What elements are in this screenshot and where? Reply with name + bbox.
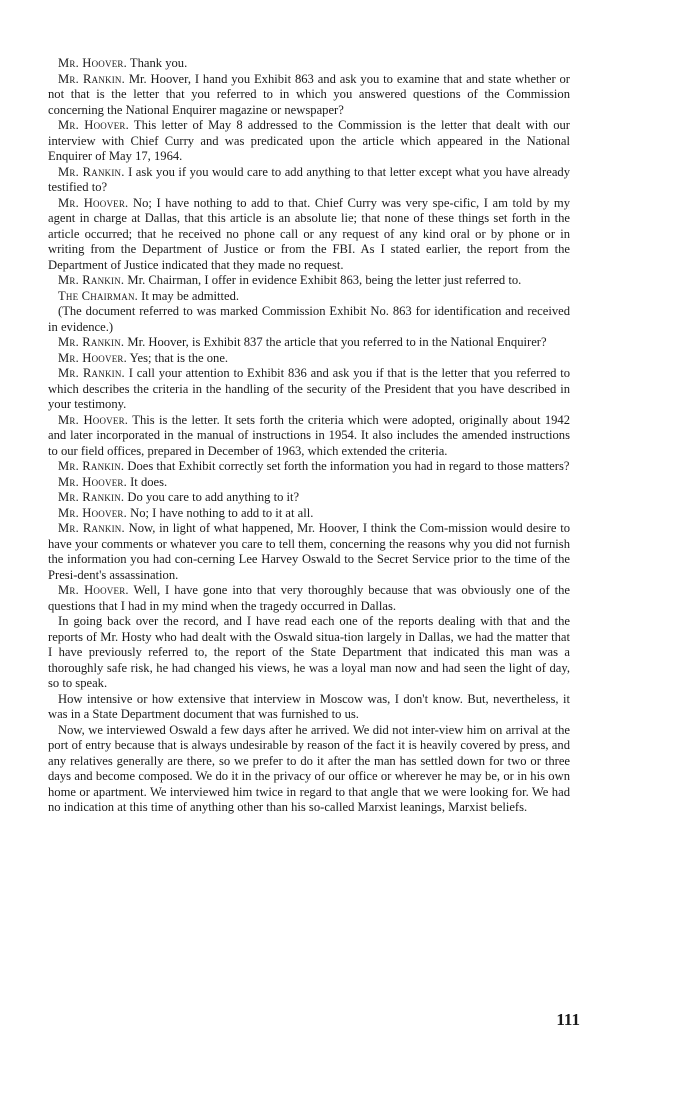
transcript-paragraph (48, 490, 570, 506)
paragraph-text: I call your attention to Exhibit 836 and ask you if that is the letter that you referred to which describes the criteria in the handling of the security of the President that you have described in your testimony. (48, 366, 570, 411)
speaker-name: Mr. Rankin. (58, 164, 125, 179)
speaker-name: Mr. Hoover. (58, 195, 129, 210)
transcript-page (48, 56, 570, 816)
paragraph-text: In going back over the record, and I have read each one of the reports dealing with that and the reports of Mr. Hosty who had dealt with the Oswald situa-tion largely in Dallas, we had the matter that I have previously referred to, the report of the State Department that indicated this man was a thoroughly safe risk, he had changed his views, he was a loyal man now and had seen the light of day, so to speak. (48, 614, 570, 690)
paragraph-text: Yes; that is the one. (129, 350, 229, 365)
transcript-paragraph (48, 614, 570, 692)
speaker-name: Mr. Rankin. (58, 366, 125, 380)
transcript-paragraph (48, 196, 570, 274)
transcript-paragraph (48, 165, 570, 196)
speaker-name: Mr. Hoover. (58, 56, 127, 70)
speaker-name: Mr. Hoover. (58, 118, 129, 132)
paragraph-text: Mr. Chairman, I offer in evidence Exhibit 863, being the letter just referred to. (127, 273, 522, 287)
speaker-name: Mr. Rankin. (58, 71, 125, 86)
paragraph-text: Do you care to add anything to it? (127, 490, 300, 504)
paragraph-text: No; I have nothing to add to that. Chief Curry was very spe-cific, I am told by my agent in charge at Dallas, that this article is an absolute lie; that none of these things set forth in the article occurred; that he received no phone call or any request of any kind oral or by phone or in writing from the Department of Justice or from the FBI. As I stated earlier, the report from the Department of Justice indicated that they made no request. (48, 195, 570, 272)
paragraph-text: How intensive or how extensive that interview in Moscow was, I don't know. But, nevertheless, it was in a State Department document that was furnished to us. (48, 691, 570, 721)
transcript-paragraph (48, 72, 570, 119)
paragraph-text: (The document referred to was marked Commission Exhibit No. 863 for identification and received in evidence.) (48, 304, 570, 334)
speaker-name: Mr. Rankin. (58, 273, 125, 287)
speaker-name: Mr. Rankin. (58, 521, 125, 535)
paragraph-text: Does that Exhibit correctly set forth the information you had in regard to those matters? (127, 459, 570, 473)
speaker-name: Mr. Hoover. (58, 583, 129, 597)
transcript-paragraph (48, 521, 570, 583)
transcript-paragraph (48, 304, 570, 335)
transcript-paragraph (48, 118, 570, 165)
speaker-name: Mr. Hoover. (58, 350, 127, 365)
speaker-name: Mr. Rankin. (58, 459, 125, 473)
paragraph-text: This is the letter. It sets forth the criteria which were adopted, originally about 1942 and later incorporated in the manual of instructions in 1954. It also includes the amended instructions to our field offices, prepared in December of 1963, which extended the criteria. (48, 412, 571, 458)
transcript-paragraph (48, 413, 570, 460)
transcript-paragraph (48, 351, 570, 367)
transcript-paragraph (48, 723, 570, 816)
speaker-name: Mr. Hoover. (58, 412, 129, 427)
transcript-paragraph (48, 583, 570, 614)
paragraph-text: Now, we interviewed Oswald a few days after he arrived. We did not inter-view him on arrival at the port of entry because that is always undesirable by reason of the fact it is heavily covered by press, and any relatives generally are there, so we prefer to do it after the man has settled down for two or three days and become composed. We do it in the privacy of our office or wherever he may be, or in his own home or apartment. We interviewed him twice in regard to that angle that we were looking for. We had no indication at this time of anything other than his so-called Marxist leanings, Marxist beliefs. (48, 722, 570, 814)
transcript-paragraph (48, 273, 570, 289)
transcript-paragraph (48, 289, 570, 305)
speaker-name: The Chairman. (58, 288, 138, 303)
transcript-paragraph (48, 56, 570, 72)
speaker-name: Mr. Hoover. (58, 474, 127, 489)
paragraph-text: No; I have nothing to add to it at all. (130, 505, 314, 520)
paragraph-text: It does. (130, 474, 168, 489)
transcript-paragraph (48, 692, 570, 723)
speaker-name: Mr. Rankin. (58, 335, 125, 349)
page-number: 111 (556, 1010, 580, 1029)
paragraph-text: It may be admitted. (141, 288, 240, 303)
transcript-paragraph (48, 335, 570, 351)
transcript-paragraph (48, 475, 570, 491)
transcript-paragraph (48, 459, 570, 475)
paragraph-text: Mr. Hoover, I hand you Exhibit 863 and ask you to examine that and state whether or not that is the letter that you referred to in which you answered questions of the Commission concerning the National Enquirer magazine or newspaper? (48, 71, 570, 117)
paragraph-text: Well, I have gone into that very thoroughly because that was obviously one of the questions that I had in my mind when the tragedy occurred in Dallas. (48, 583, 571, 613)
paragraph-text: Now, in light of what happened, Mr. Hoover, I think the Com-mission would desire to have your comments or whatever you care to tell them, concerning the reasons why you did not furnish the information you had con-cerning Lee Harvey Oswald to the Secret Service prior to the time of the Presi-dent's assassination. (48, 521, 570, 582)
transcript-paragraph (48, 506, 570, 522)
speaker-name: Mr. Rankin. (58, 490, 125, 504)
paragraph-text: Mr. Hoover, is Exhibit 837 the article that you referred to in the National Enquirer? (127, 335, 547, 349)
paragraph-text: This letter of May 8 addressed to the Commission is the letter that dealt with our interview with Chief Curry and was predicated upon the article which appeared in the National Enquirer of May 17, 1964. (48, 118, 571, 163)
transcript-paragraph (48, 366, 570, 413)
paragraph-text: I ask you if you would care to add anything to that letter except what you have already testified to? (48, 164, 570, 194)
speaker-name: Mr. Hoover. (58, 505, 127, 520)
paragraph-text: Thank you. (129, 56, 188, 70)
